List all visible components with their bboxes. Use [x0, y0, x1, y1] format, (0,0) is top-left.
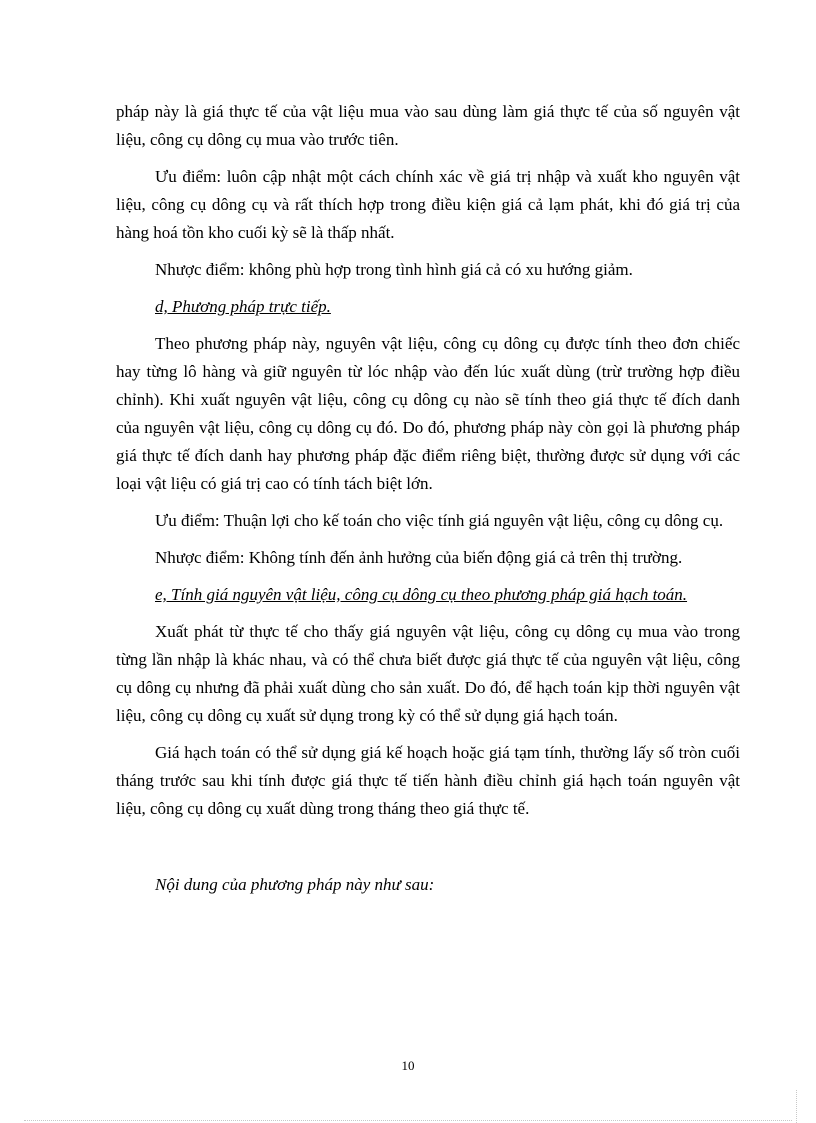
- paragraph-direct-disadvantages: Nhược điểm: Không tính đến ảnh hưởng của biến động giá cả trên thị trường.: [155, 548, 683, 567]
- page-right-border: [796, 1090, 797, 1123]
- paragraph-direct-advantages: Ưu điểm: Thuận lợi cho kế toán cho việc tính giá nguyên vật liệu, công cụ dông cụ.: [155, 511, 724, 530]
- page-body: [116, 98, 740, 899]
- section-heading-d: d, Phương pháp trực tiếp.: [155, 297, 331, 316]
- paragraph-accounting-price-detail: Giá hạch toán có thể sử dụng giá kế hoạch hoặc giá tạm tính, thường lấy số tròn cuối tháng trước sau khi tính được giá thực tế tiến hành điều chỉnh giá hạch toán nguyên vật liệu, công cụ dông cụ xuất dùng trong tháng theo giá thực tế.: [116, 743, 740, 818]
- paragraph-direct-method: Theo phương pháp này, nguyên vật liệu, công cụ dông cụ được tính theo đơn chiếc hay từng lô hàng và giữ nguyên từ lóc nhập vào đến lúc xuất dùng (trừ trường hợp điều chỉnh). Khi xuất nguyên vật liệu, công cụ dông cụ nào sẽ tính theo giá thực tế đích danh của nguyên vật liệu, công cụ dông cụ đó. Do đó, phương pháp này còn gọi là phương pháp giá thực tế đích danh hay phương pháp đặc điểm riêng biệt, thường được sử dụng với các loại vật liệu có giá trị cao có tính tách biệt lớn.: [116, 334, 740, 493]
- method-content-intro: Nội dung của phương pháp này như sau:: [155, 875, 435, 894]
- section-heading-e: e, Tính giá nguyên vật liệu, công cụ dông cụ theo phương pháp giá hạch toán.: [155, 585, 688, 604]
- page-number: 10: [401, 1058, 415, 1073]
- page-bottom-border: [24, 1120, 792, 1121]
- paragraph-advantages: Ưu điểm: luôn cập nhật một cách chính xác về giá trị nhập và xuất kho nguyên vật liệu, công cụ dông cụ và rất thích hợp trong điều kiện giá cả lạm phát, khi đó giá trị của hàng hoá tồn kho cuối kỳ sẽ là thấp nhất.: [116, 167, 740, 242]
- paragraph-disadvantages: Nhược điểm: không phù hợp trong tình hình giá cả có xu hướng giảm.: [155, 260, 633, 279]
- paragraph-accounting-price: Xuất phát từ thực tế cho thấy giá nguyên vật liệu, công cụ dông cụ mua vào trong từng lần nhập là khác nhau, và có thể chưa biết được giá thực tế của nguyên vật liệu, công cụ dông cụ nhưng đã phải xuất dùng cho sản xuất. Do đó, để hạch toán kịp thời nguyên vật liệu, công cụ dông cụ xuất sử dụng trong kỳ có thể sử dụng giá hạch toán.: [116, 622, 740, 725]
- paragraph-continuation: pháp này là giá thực tế của vật liệu mua vào sau dùng làm giá thực tế của số nguyên vật liệu, công cụ dông cụ mua vào trước tiên.: [116, 102, 740, 149]
